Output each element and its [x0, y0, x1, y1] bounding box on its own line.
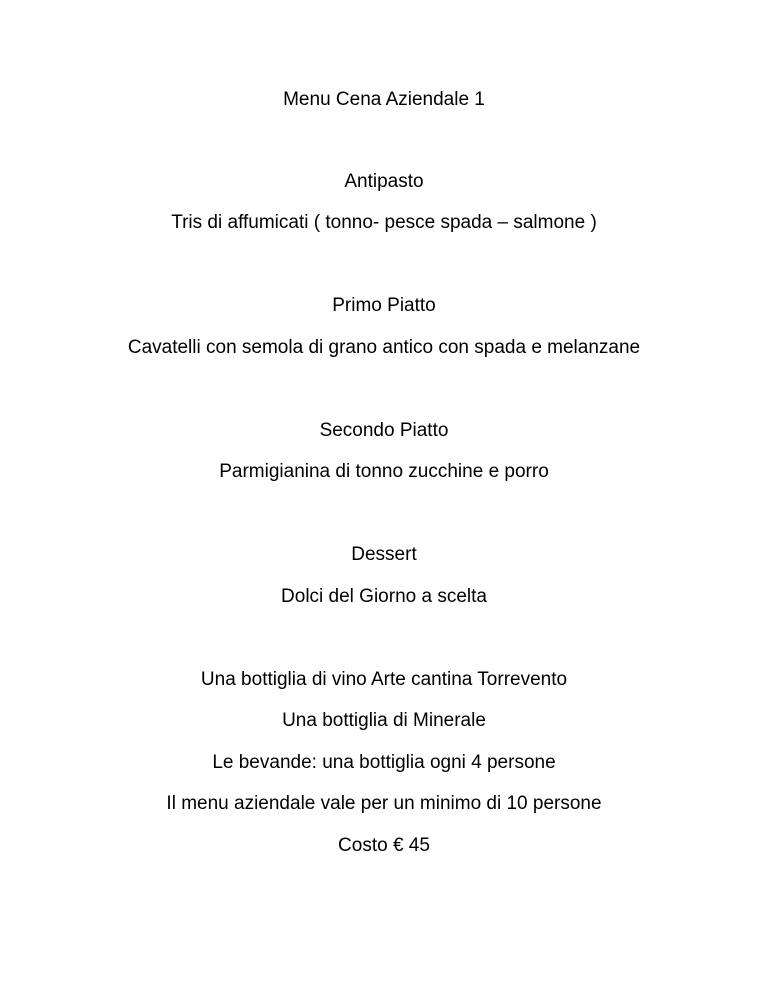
course-heading-primo: Primo Piatto	[332, 295, 436, 316]
extra-drinks-rule: Le bevande: una bottiglia ogni 4 persone	[212, 752, 556, 773]
course-heading-dessert: Dessert	[351, 544, 417, 565]
extra-minimum-guests: Il menu aziendale vale per un minimo di 10 persone	[166, 793, 602, 814]
extra-wine: Una bottiglia di vino Arte cantina Torrevento	[200, 669, 568, 690]
menu-title: Menu Cena Aziendale 1	[283, 89, 485, 110]
price: Costo € 45	[338, 835, 430, 856]
course-dish-dessert: Dolci del Giorno a scelta	[281, 586, 487, 607]
course-dish-antipasto: Tris di affumicati ( tonno- pesce spada – salmone )	[171, 212, 597, 233]
course-heading-antipasto: Antipasto	[344, 171, 424, 192]
course-dish-secondo: Parmigianina di tonno zucchine e porro	[219, 461, 549, 482]
course-heading-secondo: Secondo Piatto	[319, 420, 449, 441]
extra-water: Una bottiglia di Minerale	[282, 710, 486, 731]
course-dish-primo: Cavatelli con semola di grano antico con spada e melanzane	[127, 337, 641, 358]
